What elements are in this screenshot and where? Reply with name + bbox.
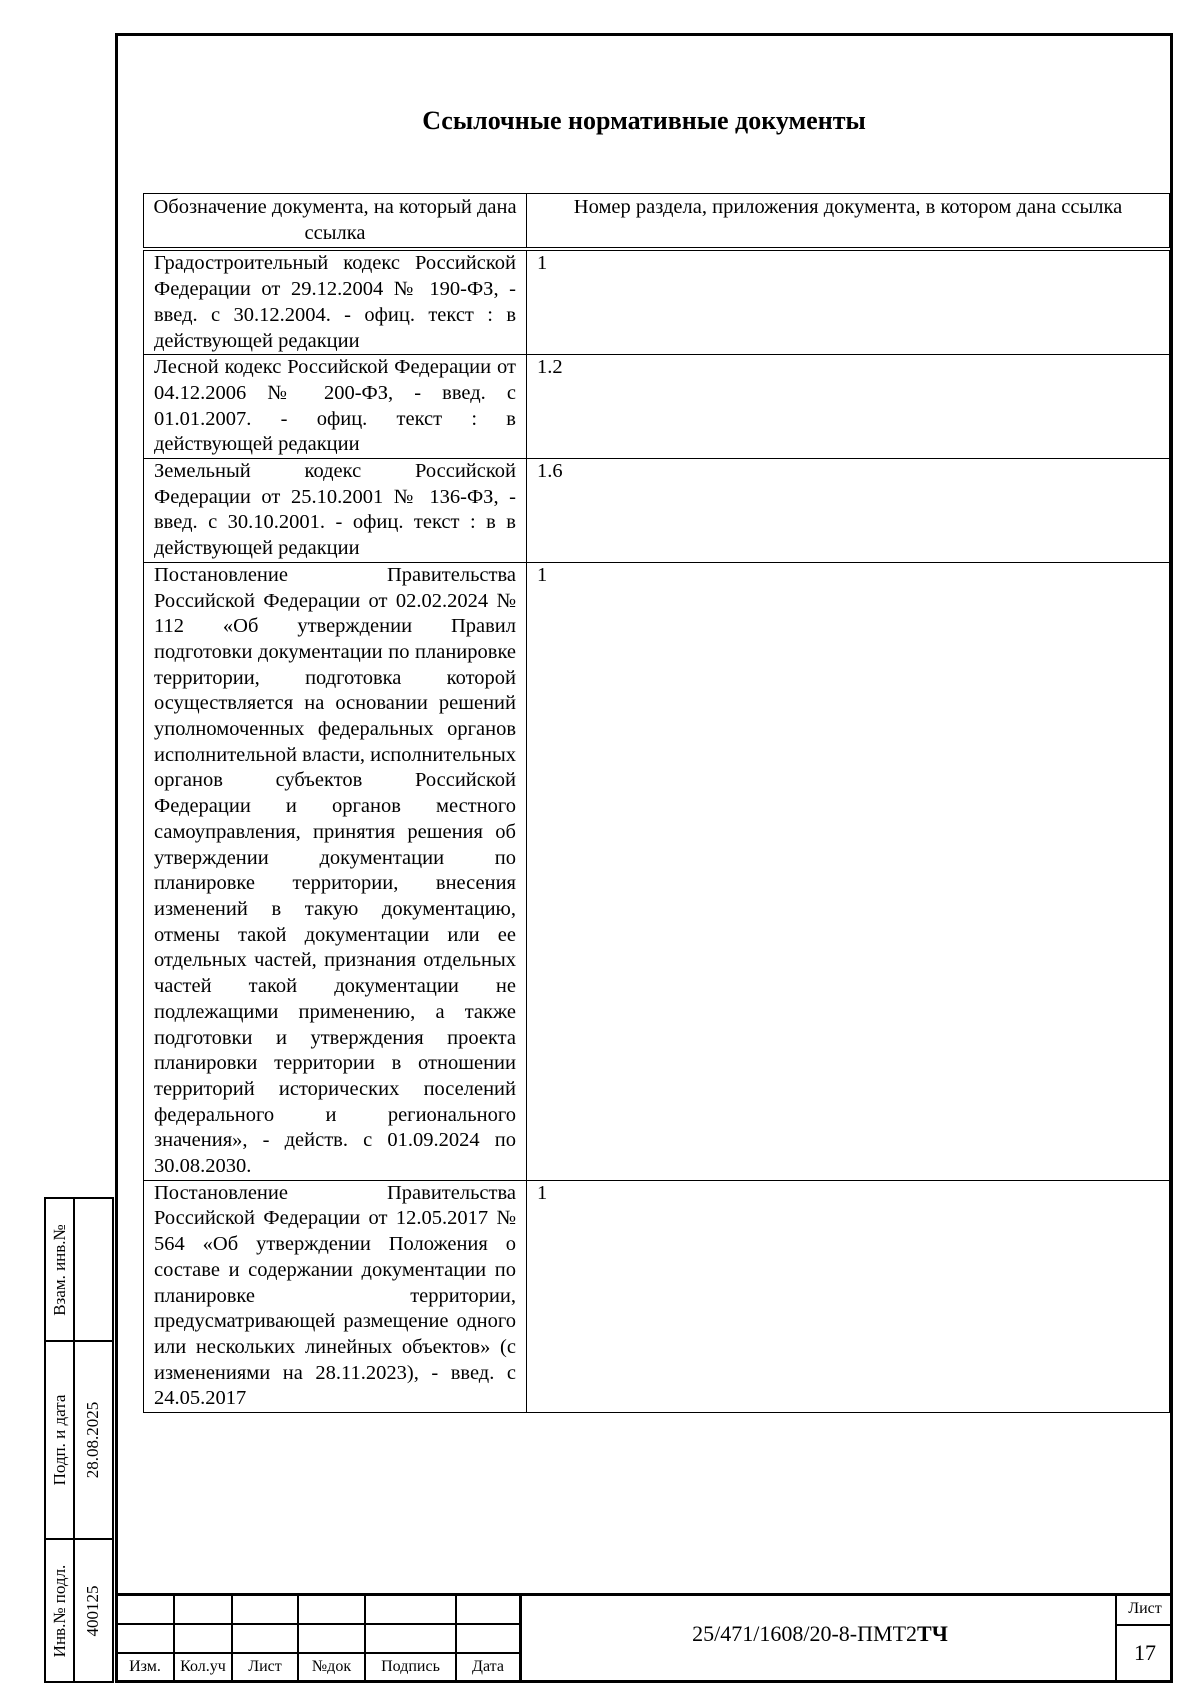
podp-data-label: Подп. и дата	[49, 1394, 69, 1486]
document-code: 25/471/1608/20-8-ПМТ2ТЧ	[692, 1621, 948, 1646]
references-table	[143, 193, 1170, 1413]
column-list: Лист	[248, 1658, 282, 1675]
section-cell: 1	[527, 1180, 1170, 1412]
document-cell: Постановление Правительства Российской Федерации от 02.02.2024 № 112 «Об утверждении Правил подготовки документации по планировке территории, подготовка которой осуществляется на основании решений уполномоченных федеральных органов исполнительной власти, исполнительных органов субъектов Российской Федерации и органов местного самоуправления, принятия решения об утверждении документации по планировке территории, внесения изменений в такую документацию, отмены такой документации или ее отдельных частей, признания отдельных частей такой документации не подлежащими применению, а также подготовки и утверждения проекта планировки территории в отношении территорий исторических поселений федерального и регионального значения», - действ. с 01.09.2024 по 30.08.2030.	[144, 562, 527, 1180]
table-row	[144, 249, 1170, 354]
document-cell: Градостроительный кодекс Российской Федерации от 29.12.2004 № 190-ФЗ, - введ. с 30.12.2004. - офиц. текст : в действующей редакции	[144, 249, 527, 354]
table-header-row	[144, 194, 1170, 250]
document-cell: Земельный кодекс Российской Федерации от 25.10.2001 № 136-ФЗ, - введ. с 30.10.2001. - офиц. текст : в в действующей редакции	[144, 459, 527, 563]
inv-podl-stamp	[44, 1538, 114, 1683]
column-data: Дата	[472, 1658, 504, 1675]
podp-data-stamp	[44, 1340, 114, 1540]
inv-podl-value: 400125	[82, 1585, 102, 1636]
inv-podl-label: Инв.№ подл.	[49, 1564, 69, 1657]
column-podpis: Подпись	[381, 1658, 440, 1675]
column-ndok: №док	[311, 1658, 352, 1675]
sheet-number: 17	[1134, 1640, 1156, 1665]
table-row	[144, 1180, 1170, 1412]
table-row	[144, 459, 1170, 563]
section-cell: 1.6	[527, 459, 1170, 563]
vzam-inv-label: Взам. инв.№	[49, 1223, 69, 1316]
vzam-inv-stamp	[44, 1197, 114, 1342]
table-row	[144, 562, 1170, 1180]
column-izm: Изм.	[129, 1658, 161, 1675]
column-kol-uch: Кол.уч	[180, 1658, 226, 1675]
column-header-section: Номер раздела, приложения документа, в котором дана ссылка	[527, 194, 1170, 250]
table-row	[144, 355, 1170, 459]
section-cell: 1	[527, 562, 1170, 1180]
section-cell: 1	[527, 249, 1170, 354]
column-header-document: Обозначение документа, на который дана ссылка	[144, 194, 527, 250]
page-title: Ссылочные нормативные документы	[422, 106, 866, 135]
sheet-label: Лист	[1128, 1600, 1162, 1617]
section-cell: 1.2	[527, 355, 1170, 459]
document-code-suffix: ТЧ	[917, 1621, 948, 1646]
document-cell: Постановление Правительства Российской Федерации от 12.05.2017 № 564 «Об утверждении Положения о составе и содержании документации по планировке территории, предусматривающей размещение одного или нескольких линейных объектов» (с изменениями на 28.11.2023), - введ. с 24.05.2017	[144, 1180, 527, 1412]
podp-data-value: 28.08.2025	[82, 1401, 102, 1479]
document-cell: Лесной кодекс Российской Федерации от 04.12.2006 № 200-ФЗ, - введ. с 01.01.2007. - офиц. текст : в действующей редакции	[144, 355, 527, 459]
